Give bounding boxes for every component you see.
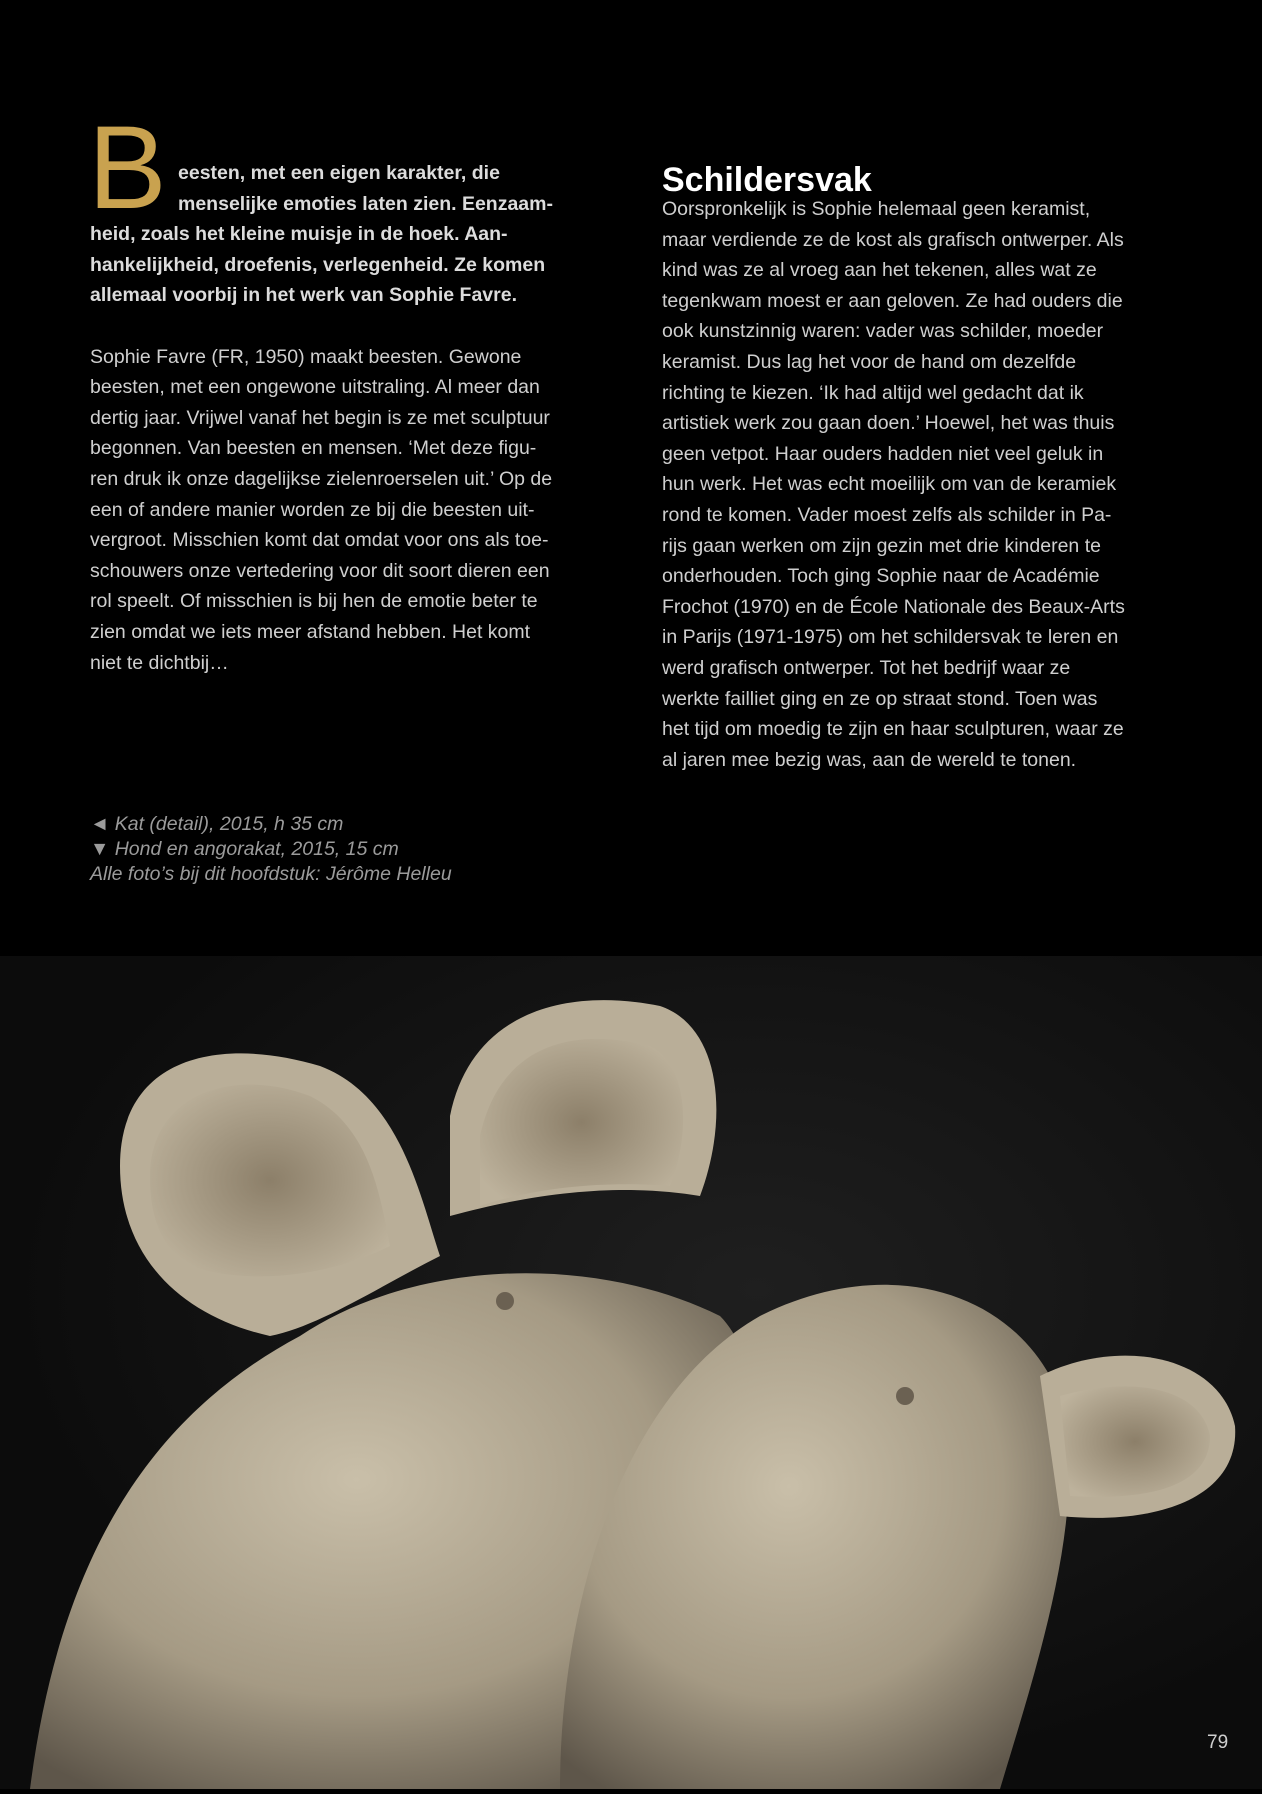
text-line: rol speelt. Of misschien is bij hen de emotie beter te (90, 590, 538, 613)
text-line: al jaren mee bezig was, aan de wereld te tonen. (662, 748, 1077, 771)
dog-and-cat-sculpture-image (0, 956, 1262, 1789)
schildersvak-column (662, 160, 1182, 775)
text-line: hun werk. Het was echt moeilijk om van de keramiek (662, 473, 1117, 496)
text-line: allemaal voorbij in het werk van Sophie Favre. (90, 284, 517, 307)
text-line: ▼ Hond en angorakat, 2015, 15 cm (90, 838, 399, 860)
text-line: kind was ze al vroeg aan het tekenen, alles wat ze (662, 259, 1097, 282)
text-line: Sophie Favre (FR, 1950) maakt beesten. Gewone (90, 345, 522, 368)
text-line: hankelijkheid, droefenis, verlegenheid. Ze komen (90, 253, 546, 276)
page-number: 79 (1207, 1732, 1229, 1753)
text-line: Alle foto’s bij dit hoofdstuk: Jérôme Helleu (90, 863, 452, 885)
text-line: ook kunstzinnig waren: vader was schilder, moeder (662, 320, 1104, 343)
text-line: schouwers onze vertedering voor dit soort dieren een (90, 559, 550, 582)
photo-caption (90, 812, 452, 887)
text-line: rijs gaan werken om zijn gezin met drie kinderen te (662, 534, 1101, 557)
text-line: artistiek werk zou gaan doen.’ Hoewel, het was thuis (662, 412, 1115, 435)
drop-cap: B (88, 102, 167, 234)
text-line: tegenkwam moest er aan geloven. Ze had ouders die (662, 289, 1123, 312)
text-line: maar verdiende ze de kost als grafisch ontwerper. Als (662, 228, 1124, 251)
text-line: eesten, met een eigen karakter, die (178, 162, 500, 184)
text-line: Frochot (1970) en de École Nationale des Beaux-Arts (662, 595, 1125, 618)
section-heading: Schildersvak (662, 161, 872, 199)
text-line: heid, zoals het kleine muisje in de hoek. Aan- (90, 223, 508, 246)
text-line: werkte failliet ging en ze op straat stond. Toen was (662, 687, 1098, 710)
text-line: zien omdat we iets meer afstand hebben. Het komt (90, 620, 531, 643)
text-line: Oorspronkelijk is Sophie helemaal geen keramist, (662, 198, 1091, 220)
body-paragraph (662, 194, 1182, 775)
text-line: een of andere manier worden ze bij die beesten uit- (90, 498, 535, 521)
text-line: rond te komen. Vader moest zelfs als schilder in Pa- (662, 503, 1112, 526)
text-line: geen vetpot. Haar ouders hadden niet veel geluk in (662, 442, 1104, 465)
text-line: ren druk ik onze dagelijkse zielenroerselen uit.’ Op de (90, 467, 553, 490)
text-line: niet te dichtbij… (90, 651, 229, 674)
text-line: werd grafisch ontwerper. Tot het bedrijf waar ze (662, 656, 1071, 679)
text-line: in Parijs (1971-1975) om het schildersvak te leren en (662, 626, 1119, 649)
sculpture-photo (0, 956, 1262, 1789)
text-line: dertig jaar. Vrijwel vanaf het begin is ze met sculptuur (90, 406, 550, 429)
text-line: richting te kiezen. ‘Ik had altijd wel gedacht dat ik (662, 381, 1084, 404)
text-line: ◄ Kat (detail), 2015, h 35 cm (90, 813, 344, 835)
text-line: beesten, met een ongewone uitstraling. Al meer dan (90, 376, 540, 399)
text-line: vergroot. Misschien komt dat omdat voor ons als toe- (90, 529, 549, 552)
text-line: menselijke emoties laten zien. Eenzaam- (178, 192, 553, 215)
text-line: onderhouden. Toch ging Sophie naar de Académie (662, 565, 1100, 588)
text-line: het tijd om moedig te zijn en haar sculpturen, waar ze (662, 718, 1124, 741)
intro-column (88, 102, 610, 678)
lead-paragraph (90, 158, 610, 311)
text-line: keramist. Dus lag het voor de hand om dezelfde (662, 350, 1077, 373)
body-paragraph (90, 342, 610, 679)
text-line: begonnen. Van beesten en mensen. ‘Met deze figu- (90, 437, 537, 460)
